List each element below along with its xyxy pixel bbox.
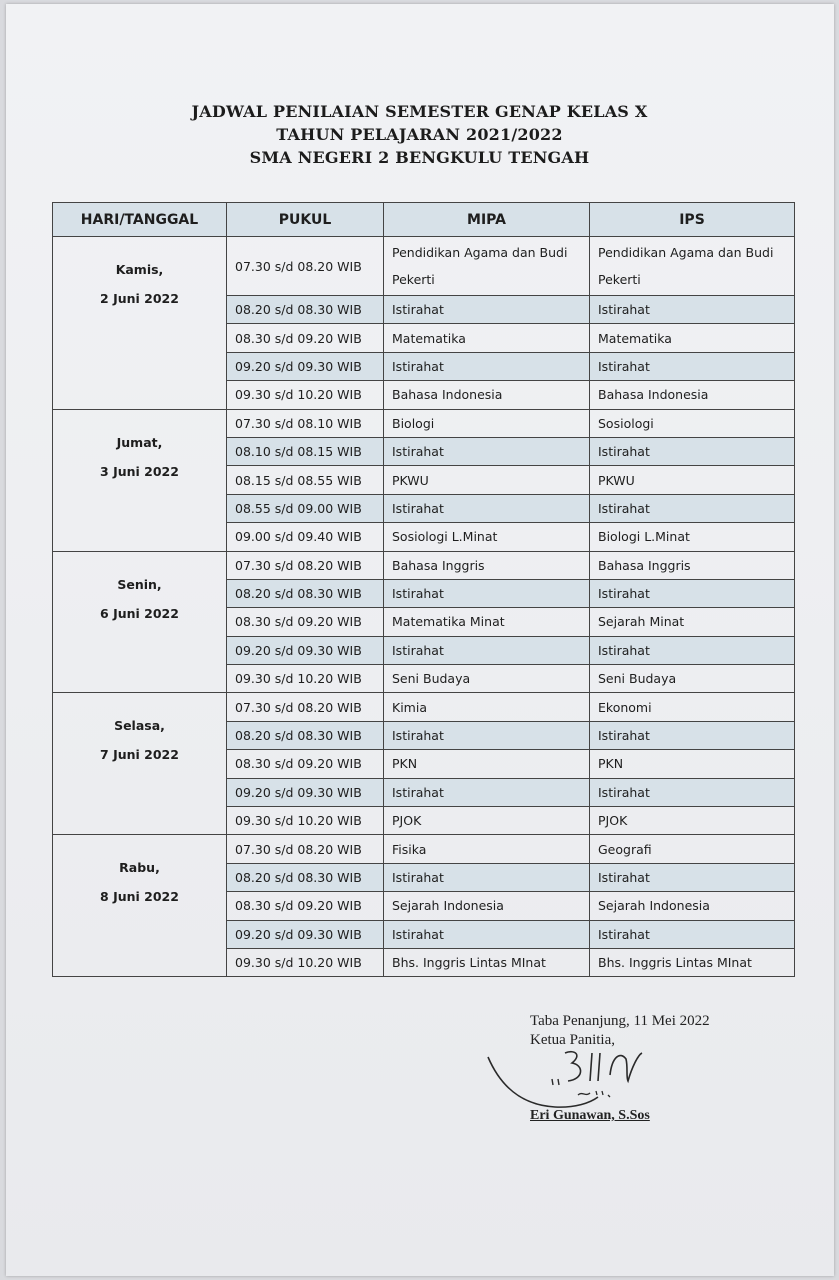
time-cell: 08.15 s/d 08.55 WIB [227,466,384,494]
time-cell: 07.30 s/d 08.20 WIB [227,835,384,863]
time-cell: 08.20 s/d 08.30 WIB [227,579,384,607]
ips-cell: Istirahat [590,920,795,948]
time-cell: 07.30 s/d 08.10 WIB [227,409,384,437]
header-ips: IPS [590,203,795,237]
day-cell [53,237,227,410]
day-cell [53,835,227,977]
day-date: 6 Juni 2022 [100,605,179,621]
mipa-cell: Bahasa Inggris [384,551,590,579]
mipa-cell: PKN [384,750,590,778]
mipa-cell: Istirahat [384,778,590,806]
signatory-name: Eri Gunawan, S.Sos [530,1108,650,1123]
mipa-cell: Pendidikan Agama dan Budi Pekerti [384,237,590,296]
mipa-cell: Sejarah Indonesia [384,892,590,920]
title-line-1: JADWAL PENILAIAN SEMESTER GENAP KELAS X [191,102,648,121]
ips-cell: Istirahat [590,721,795,749]
day-date: 2 Juni 2022 [100,291,179,306]
ips-cell: Ekonomi [590,693,795,721]
mipa-cell: Matematika Minat [384,608,590,636]
time-cell: 08.30 s/d 09.20 WIB [227,750,384,778]
ips-cell: Pendidikan Agama dan Budi Pekerti [590,237,795,296]
day-date: 8 Juni 2022 [100,889,179,905]
ips-cell: Istirahat [590,352,795,380]
time-cell: 07.30 s/d 08.20 WIB [227,693,384,721]
mipa-cell: Fisika [384,835,590,863]
ips-cell: Istirahat [590,778,795,806]
mipa-cell: Istirahat [384,863,590,891]
mipa-cell: Sosiologi L.Minat [384,523,590,551]
day-name: Rabu, [119,860,160,876]
ips-cell: Bahasa Indonesia [590,381,795,409]
ips-cell: Bahasa Inggris [590,551,795,579]
time-cell: 09.20 s/d 09.30 WIB [227,636,384,664]
ips-cell: Geografi [590,835,795,863]
table-header-row [53,203,795,237]
mipa-cell: Istirahat [384,494,590,522]
table-row [53,409,795,437]
day-name: Kamis, [115,262,164,277]
schedule-body [53,237,795,977]
ips-cell: Sosiologi [590,409,795,437]
mipa-cell: Kimia [384,693,590,721]
ips-cell: Matematika [590,324,795,352]
day-name: Senin, [117,576,162,592]
document-title [0,100,839,169]
day-date: 3 Juni 2022 [100,463,179,479]
place-date: Taba Penanjung, 11 Mei 2022 [530,1013,710,1029]
mipa-cell: PKWU [384,466,590,494]
ips-cell: PKN [590,750,795,778]
ips-cell: PJOK [590,807,795,835]
time-cell: 09.20 s/d 09.30 WIB [227,352,384,380]
day-cell [53,551,227,693]
ips-cell: PKWU [590,466,795,494]
time-cell: 08.55 s/d 09.00 WIB [227,494,384,522]
ips-cell: Istirahat [590,863,795,891]
header-pukul: PUKUL [227,203,384,237]
ips-cell: Istirahat [590,494,795,522]
time-cell: 09.20 s/d 09.30 WIB [227,920,384,948]
schedule-table [52,202,795,977]
title-line-3: SMA NEGERI 2 BENGKULU TENGAH [249,148,590,167]
table-row [53,835,795,863]
ips-cell: Bhs. Inggris Lintas MInat [590,948,795,976]
mipa-cell: Istirahat [384,721,590,749]
mipa-cell: Istirahat [384,437,590,465]
mipa-cell: Bahasa Indonesia [384,381,590,409]
mipa-cell: Istirahat [384,636,590,664]
mipa-cell: Matematika [384,324,590,352]
ips-cell: Biologi L.Minat [590,523,795,551]
mipa-cell: PJOK [384,807,590,835]
mipa-cell: Biologi [384,409,590,437]
day-name: Selasa, [114,718,165,734]
time-cell: 09.30 s/d 10.20 WIB [227,807,384,835]
title-line-2: TAHUN PELAJARAN 2021/2022 [276,125,563,144]
mipa-cell: Istirahat [384,579,590,607]
header-hari-tanggal: HARI/TANGGAL [53,203,227,237]
ips-cell: Istirahat [590,437,795,465]
ips-cell: Sejarah Indonesia [590,892,795,920]
day-cell [53,409,227,551]
time-cell: 08.10 s/d 08.15 WIB [227,437,384,465]
table-row [53,693,795,721]
mipa-cell: Istirahat [384,920,590,948]
time-cell: 09.00 s/d 09.40 WIB [227,523,384,551]
day-cell [53,693,227,835]
time-cell: 08.20 s/d 08.30 WIB [227,296,384,324]
time-cell: 08.30 s/d 09.20 WIB [227,892,384,920]
time-cell: 08.20 s/d 08.30 WIB [227,863,384,891]
time-cell: 09.30 s/d 10.20 WIB [227,948,384,976]
mipa-cell: Seni Budaya [384,665,590,693]
mipa-cell: Istirahat [384,352,590,380]
mipa-cell: Bhs. Inggris Lintas MInat [384,948,590,976]
time-cell: 08.20 s/d 08.30 WIB [227,721,384,749]
ips-cell: Istirahat [590,579,795,607]
table-row [53,237,795,296]
time-cell: 08.30 s/d 09.20 WIB [227,324,384,352]
time-cell: 07.30 s/d 08.20 WIB [227,237,384,296]
ips-cell: Seni Budaya [590,665,795,693]
time-cell: 08.30 s/d 09.20 WIB [227,608,384,636]
day-date: 7 Juni 2022 [100,747,179,763]
day-name: Jumat, [116,434,163,450]
ips-cell: Istirahat [590,296,795,324]
ips-cell: Sejarah Minat [590,608,795,636]
time-cell: 09.30 s/d 10.20 WIB [227,665,384,693]
time-cell: 07.30 s/d 08.20 WIB [227,551,384,579]
time-cell: 09.30 s/d 10.20 WIB [227,381,384,409]
table-row [53,551,795,579]
committee-role: Ketua Panitia, [530,1032,615,1048]
time-cell: 09.20 s/d 09.30 WIB [227,778,384,806]
header-mipa: MIPA [384,203,590,237]
mipa-cell: Istirahat [384,296,590,324]
ips-cell: Istirahat [590,636,795,664]
